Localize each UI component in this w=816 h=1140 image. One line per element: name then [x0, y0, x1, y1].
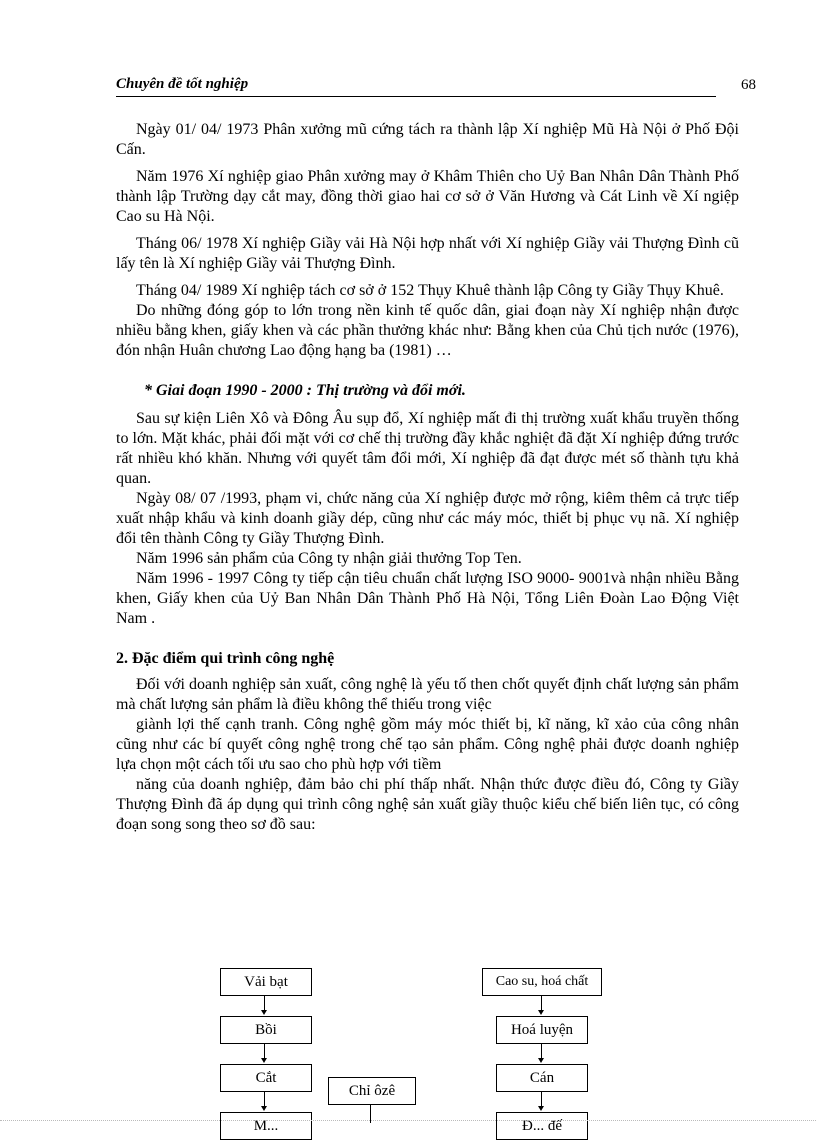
paragraph: Sau sự kiện Liên Xô và Đông Âu sụp đổ, Xí nghiệp mất đi thị trường xuất khẩu truyền thống to lớn. Mặt khác, phải đối mặt với cơ chế thị trường đầy khắc nghiệt đã đặt Xí nghiệp đứng trước rất nhiều khó khăn. Nhưng với quyết tâm đổi mới, Xí nghiệp đã đạt được mét số thành tựu khả quan.: [116, 410, 739, 487]
connector-line: [541, 1092, 542, 1106]
paragraph: Ngày 08/ 07 /1993, phạm vi, chức năng của Xí nghiệp được mở rộng, kiêm thêm cả trực tiếp xuất nhập khẩu và kinh doanh giầy dép, cũng như các máy móc, thiết bị phục vụ nã. Xí nghiệp đổi tên thành Công ty Giầy Thượng Đình.: [116, 490, 739, 547]
flow-box-boi: Bồi: [220, 1016, 312, 1044]
paragraph: năng của doanh nghiệp, đảm bảo chi phí thấp nhất. Nhận thức được điều đó, Công ty Giầy Thượng Đình đã áp dụng qui trình công nghệ sản xuất giầy thuộc kiểu chế biến liên tục, có công đoạn song song theo sơ đồ sau:: [116, 776, 739, 833]
section-heading: 2. Đặc điểm qui trình công nghệ: [116, 650, 335, 667]
paragraph: Năm 1976 Xí nghiệp giao Phân xưởng may ở Khâm Thiên cho Uỷ Ban Nhân Dân Thành Phố thành lập Trường dạy cắt may, đồng thời giao hai cơ sở ở Văn Hương và Cát Linh về Xí ngiệp Cao su Hà Nội.: [116, 168, 739, 225]
arrow-down-icon: [261, 1010, 267, 1015]
subsection-heading: * Giai đoạn 1990 - 2000 : Thị trường và đổi mới.: [144, 382, 466, 399]
paragraph: Do những đóng góp to lớn trong nền kinh tế quốc dân, giai đoạn này Xí nghiệp nhận được nhiều bằng khen, giấy khen và các phần thưởng khác như: Bằng khen của Chủ tịch nước (1976), đón nhận Huân chương Lao động hạng ba (1981) …: [116, 302, 739, 359]
flow-box-can: Cán: [496, 1064, 588, 1092]
connector-line: [541, 996, 542, 1010]
paragraph: Năm 1996 sản phẩm của Công ty nhận giải thưởng Top Ten.: [136, 550, 522, 567]
connector-line: [264, 1092, 265, 1106]
flow-box-hoa-luyen: Hoá luyện: [496, 1016, 588, 1044]
paragraph: Ngày 01/ 04/ 1973 Phân xưởng mũ cứng tách ra thành lập Xí nghiệp Mũ Hà Nội ở Phố Đội Cấn.: [116, 121, 739, 158]
page-number: 68: [741, 77, 756, 93]
flow-box-chi-oze: Chỉ ôzê: [328, 1077, 416, 1105]
paragraph: Đối với doanh nghiệp sản xuất, công nghệ là yếu tố then chốt quyết định chất lượng sản phẩm mà chất lượng sản phẩm là điều không thể thiếu trong việc: [116, 676, 739, 713]
arrow-down-icon: [261, 1106, 267, 1111]
page-header: [116, 76, 756, 98]
arrow-down-icon: [538, 1058, 544, 1063]
flow-box-cao-su: Cao su, hoá chất: [482, 968, 602, 996]
document-body: [116, 120, 739, 835]
header-rule: [116, 96, 716, 97]
arrow-down-icon: [538, 1106, 544, 1111]
flow-box-vai-bat: Vải bạt: [220, 968, 312, 996]
connector-line: [264, 996, 265, 1010]
connector-line: [264, 1044, 265, 1058]
flow-box-de: Đ... đế: [496, 1112, 588, 1140]
paragraph: Tháng 06/ 1978 Xí nghiệp Giầy vải Hà Nội hợp nhất với Xí nghiệp Giầy vải Thượng Đình cũ lấy tên là Xí nghiệp Giầy vải Thượng Đình.: [116, 235, 739, 272]
connector-line: [541, 1044, 542, 1058]
page-edge-divider: [0, 1120, 816, 1121]
arrow-down-icon: [261, 1058, 267, 1063]
header-title: Chuyên đề tốt nghiệp: [116, 76, 249, 92]
paragraph: Năm 1996 - 1997 Công ty tiếp cận tiêu chuẩn chất lượng ISO 9000- 9001và nhận nhiều Bằng khen, Giấy khen của Uỷ Ban Nhân Dân Thành Phố Hà Nội, Tổng Liên Đoàn Lao Động Việt Nam .: [116, 570, 739, 627]
paragraph: Tháng 04/ 1989 Xí nghiệp tách cơ sở ở 152 Thụy Khuê thành lập Công ty Giầy Thụy Khuê.: [136, 282, 724, 299]
paragraph: giành lợi thế cạnh tranh. Công nghệ gồm máy móc thiết bị, kĩ năng, kĩ xảo của công nhân cũng như các bí quyết công nghệ trong chế tạo sản phẩm. Công nghệ phải được doanh nghiệp lựa chọn một cách tối ưu sao cho phù hợp với tiềm: [116, 716, 739, 773]
flow-box-may: M...: [220, 1112, 312, 1140]
flow-box-cat: Cắt: [220, 1064, 312, 1092]
arrow-down-icon: [538, 1010, 544, 1015]
